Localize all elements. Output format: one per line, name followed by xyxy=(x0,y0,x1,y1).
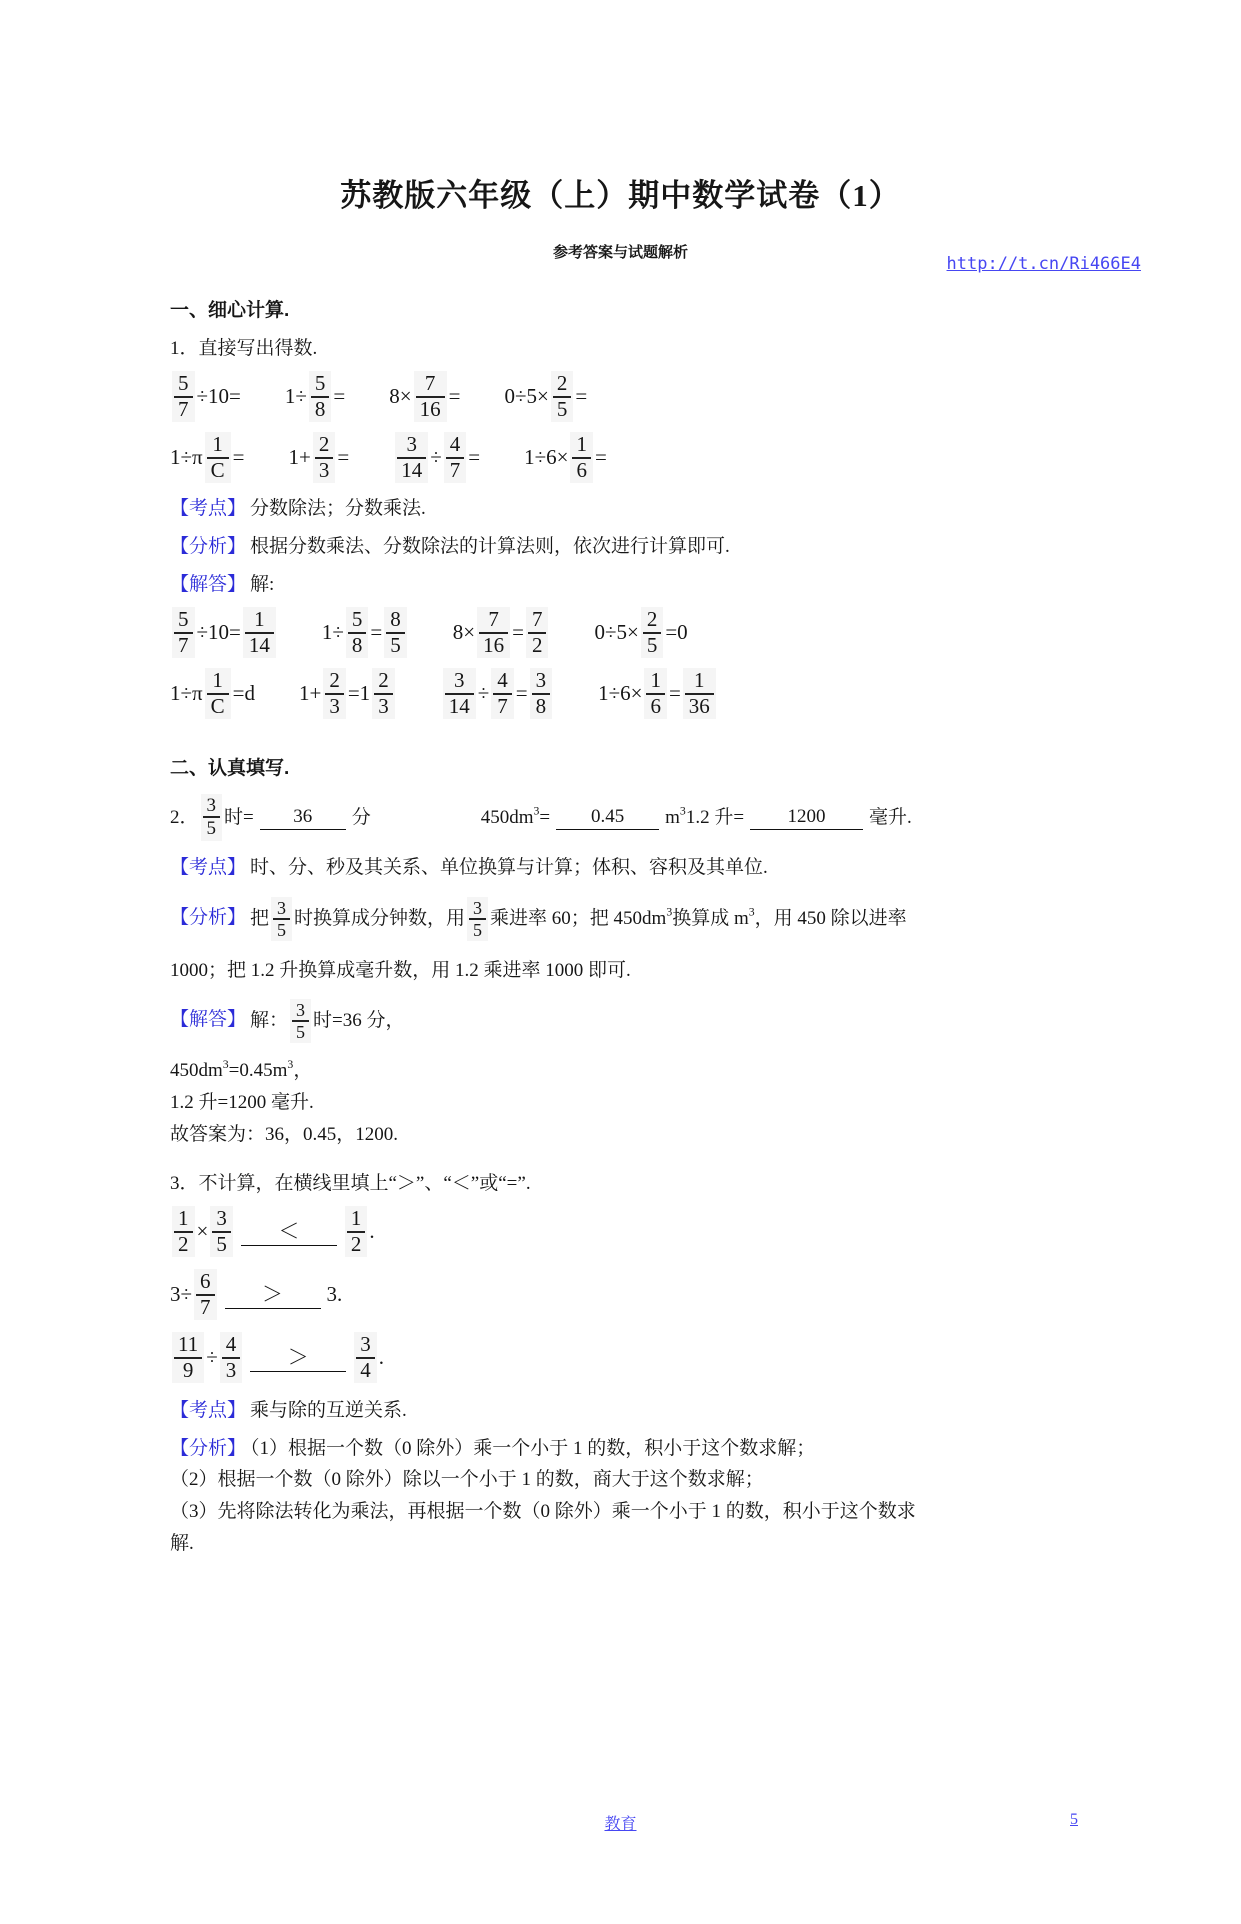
fenxi-tag: 【分析】 xyxy=(170,536,247,558)
fraction: $\frac{5}{7}$ xyxy=(172,607,195,658)
fraction: $\frac{1}{2}$ xyxy=(172,1206,195,1257)
expression-group xyxy=(170,665,255,722)
math-text: 1+ xyxy=(299,681,322,706)
math-text: 解： xyxy=(250,1010,289,1032)
expression-group xyxy=(393,429,480,486)
math-text: = xyxy=(594,445,607,470)
answer-blank: ＜ xyxy=(241,1218,337,1246)
math-text: 1.2 升= xyxy=(685,806,745,828)
q3-fenxi-line-2: （2）根据一个数（0 除外）除以一个小于 1 的数，商大于这个数求解； xyxy=(170,1469,764,1491)
fraction: $\frac{2}{3}$ xyxy=(313,432,336,483)
document-page xyxy=(0,170,1241,1833)
math-text: 分 xyxy=(351,806,371,828)
page-title: 苏教版六年级（上）期中数学试卷（1） xyxy=(340,178,901,213)
math-text: = xyxy=(333,384,346,409)
q1-expressions-row-2 xyxy=(170,429,1110,486)
q3-fenxi-line-3: （3）先将除法转化为乘法，再根据一个数（0 除外）乘一个小于 1 的数，积小于这个数求 xyxy=(170,1501,916,1523)
q2-fenxi-line-2: 1000；把 1.2 升换算成毫升数，用 1.2 乘进率 1000 即可. xyxy=(170,959,631,981)
fraction: $\frac{7}{16}$ xyxy=(414,371,447,422)
q3-kaodian-text: 乘与除的互逆关系. xyxy=(250,1400,407,1422)
fraction: $\frac{5}{8}$ xyxy=(346,607,369,658)
expression-group xyxy=(170,604,278,661)
q1-jieda-line xyxy=(170,570,1110,600)
footer-page-number[interactable]: 5 xyxy=(1070,1811,1078,1828)
math-text: 换算成 m xyxy=(672,908,749,930)
fraction: $\frac{7}{16}$ xyxy=(477,607,510,658)
page-subtitle: 参考答案与试题解析 xyxy=(552,244,688,261)
math-text: 450dm xyxy=(480,806,534,828)
fraction: $\frac{3}{5}$ xyxy=(290,999,311,1043)
math-text: m xyxy=(665,806,680,828)
expression-group xyxy=(598,665,718,722)
math-text: = xyxy=(539,806,551,828)
fraction: $\frac{3}{14}$ xyxy=(443,668,476,719)
math-text: . xyxy=(378,1345,385,1370)
fraction: $\frac{4}{7}$ xyxy=(444,432,467,483)
footer-education-link[interactable]: 教育 xyxy=(604,1816,637,1833)
jieda-tag: 【解答】 xyxy=(170,1009,247,1031)
math-text: ，用 450 除以进率 xyxy=(754,908,907,930)
math-text: 把 xyxy=(250,908,270,930)
math-text: . xyxy=(369,1219,375,1244)
fraction: $\frac{11}{9}$ xyxy=(172,1332,204,1383)
fraction: $\frac{1}{6}$ xyxy=(570,432,593,483)
q1-kaodian-line xyxy=(170,494,1110,524)
superscript: 3 xyxy=(533,804,540,818)
math-text: ÷10= xyxy=(196,384,241,409)
q2-kaodian-line xyxy=(170,853,1110,883)
math-text: = xyxy=(515,681,528,706)
answer-blank: 1200 xyxy=(750,805,863,831)
q2-line-450dm3 xyxy=(170,1049,1110,1087)
expression-group xyxy=(170,429,245,486)
kaodian-tag: 【考点】 xyxy=(170,1400,247,1422)
fraction: $\frac{2}{3}$ xyxy=(372,668,395,719)
math-text: = xyxy=(468,445,481,470)
q1-answers-row-1 xyxy=(170,604,1110,661)
expression-group xyxy=(322,604,409,661)
fraction: $\frac{3}{5}$ xyxy=(210,1206,233,1257)
expression-group xyxy=(504,368,587,425)
section-1-heading: 一、细心计算. xyxy=(170,300,290,321)
expression-group xyxy=(299,665,397,722)
q2-fenxi-line-1 xyxy=(170,891,1110,947)
q1-kaodian-text: 分数除法；分数乘法. xyxy=(250,498,426,520)
document-body xyxy=(170,298,1110,1560)
q2-line-answer: 故答案为：36，0.45，1200. xyxy=(170,1124,399,1146)
math-text: 8× xyxy=(452,620,476,645)
math-text: =0 xyxy=(665,620,688,645)
math-text: 0÷5× xyxy=(504,384,549,409)
math-text: 1÷6× xyxy=(598,681,643,706)
question-2-line xyxy=(170,790,1110,845)
q2-jieda-line xyxy=(170,993,1110,1049)
math-text: 1÷π xyxy=(170,681,203,706)
jieda-tag: 【解答】 xyxy=(170,574,247,596)
q3-kaodian-line xyxy=(170,1396,1110,1426)
q3-expression-1 xyxy=(170,1201,1110,1262)
expression-group xyxy=(170,368,241,425)
math-text: 450dm xyxy=(170,1060,223,1082)
math-text: 1÷π xyxy=(170,445,203,470)
q1-fenxi-text: 根据分数乘法、分数除法的计算法则，依次进行计算即可. xyxy=(250,536,730,558)
short-url-link[interactable]: http://t.cn/Ri466E4 xyxy=(946,254,1141,274)
math-text: = xyxy=(575,384,588,409)
fraction: $\frac{1}{36}$ xyxy=(683,668,716,719)
math-text: =d xyxy=(232,681,255,706)
math-text: 2． xyxy=(170,806,199,828)
q3-expression-3 xyxy=(170,1327,1110,1388)
fraction: $\frac{1}{6}$ xyxy=(644,668,667,719)
fraction: $\frac{1}{C}$ xyxy=(205,432,231,483)
expression-group xyxy=(453,604,551,661)
q1-answers-row-2 xyxy=(170,665,1110,722)
fraction: $\frac{1}{2}$ xyxy=(345,1206,368,1257)
math-text: ÷ xyxy=(206,1345,218,1370)
kaodian-tag: 【考点】 xyxy=(170,498,247,520)
math-text: ÷10= xyxy=(196,620,241,645)
fraction: $\frac{3}{14}$ xyxy=(395,432,428,483)
math-text: 0÷5× xyxy=(594,620,639,645)
math-text: 3. xyxy=(326,1282,343,1307)
math-text: = xyxy=(668,681,681,706)
answer-blank: ＞ xyxy=(225,1281,321,1309)
math-text: =1 xyxy=(347,681,371,706)
answer-blank: 36 xyxy=(260,805,346,831)
answer-blank: 0.45 xyxy=(556,805,659,831)
q2-fenxi-math xyxy=(250,897,907,940)
question-1-label: 1．直接写出得数. xyxy=(170,338,318,359)
fraction: $\frac{7}{2}$ xyxy=(526,607,549,658)
q1-fenxi-line xyxy=(170,532,1110,562)
expression-group xyxy=(389,368,460,425)
fenxi-tag: 【分析】 xyxy=(170,1438,247,1460)
fraction: $\frac{6}{7}$ xyxy=(194,1269,217,1320)
q3-fenxi-line-4: 解. xyxy=(170,1533,194,1555)
fraction: $\frac{2}{5}$ xyxy=(551,371,574,422)
math-text: × xyxy=(196,1219,209,1244)
fenxi-tag: 【分析】 xyxy=(170,907,247,929)
question-3-label: 3．不计算，在横线里填上“＞”、“＜”或“=”. xyxy=(170,1173,531,1195)
superscript: 3 xyxy=(222,1058,229,1072)
fraction: $\frac{1}{C}$ xyxy=(205,668,231,719)
fraction: $\frac{2}{3}$ xyxy=(323,668,346,719)
expression-group xyxy=(289,429,350,486)
math-text: = xyxy=(512,620,524,645)
math-text: 1÷ xyxy=(284,384,307,409)
expression-group xyxy=(524,429,607,486)
q3-expression-2 xyxy=(170,1264,1110,1325)
q3-fenxi-text-1: （1）根据一个数（0 除外）乘一个小于 1 的数，积小于这个数求解； xyxy=(250,1438,816,1460)
fraction: $\frac{3}{4}$ xyxy=(354,1332,377,1383)
q2-jieda-math xyxy=(250,999,405,1043)
math-text: 1÷ xyxy=(321,620,344,645)
q3-fenxi-line-1 xyxy=(170,1434,1110,1464)
header xyxy=(947,254,1141,274)
fraction: $\frac{5}{7}$ xyxy=(172,371,195,422)
math-text: 毫升. xyxy=(869,806,912,828)
kaodian-tag: 【考点】 xyxy=(170,856,247,878)
math-text: 8× xyxy=(389,384,412,409)
page-footer xyxy=(0,1811,1241,1834)
fraction: $\frac{4}{7}$ xyxy=(491,668,514,719)
q2-kaodian-text: 时、分、秒及其关系、单位换算与计算；体积、容积及其单位. xyxy=(250,856,768,878)
answer-blank: ＞ xyxy=(250,1344,346,1372)
math-text: = xyxy=(448,384,461,409)
section-2-heading: 二、认真填写. xyxy=(170,758,290,780)
math-text: 时换算成分钟数，用 xyxy=(294,908,466,930)
math-text: 时=36 分， xyxy=(313,1010,405,1032)
fraction: $\frac{5}{8}$ xyxy=(309,371,332,422)
fraction: $\frac{3}{5}$ xyxy=(467,897,488,941)
math-text: 乘进率 60；把 450dm xyxy=(490,908,667,930)
q2-line-liter: 1.2 升=1200 毫升. xyxy=(170,1092,314,1114)
math-text: ÷ xyxy=(430,445,442,470)
math-text: 3÷ xyxy=(170,1282,193,1307)
math-text: =0.45m xyxy=(228,1060,288,1082)
fraction: $\frac{8}{5}$ xyxy=(384,607,407,658)
math-text: ÷ xyxy=(477,681,490,706)
math-text: 1÷6× xyxy=(524,445,569,470)
superscript: 3 xyxy=(679,804,686,818)
math-text: = xyxy=(370,620,383,645)
q1-expressions-row-1 xyxy=(170,368,1110,425)
fraction: $\frac{1}{14}$ xyxy=(243,607,276,658)
fraction: $\frac{3}{8}$ xyxy=(530,668,553,719)
fraction: $\frac{2}{5}$ xyxy=(641,607,664,658)
superscript: 3 xyxy=(666,905,673,919)
math-text: 1+ xyxy=(288,445,311,470)
q1-jieda-text: 解: xyxy=(250,574,275,596)
superscript: 3 xyxy=(287,1058,294,1072)
expression-group xyxy=(594,604,687,661)
fraction: $\frac{4}{3}$ xyxy=(220,1332,243,1383)
expression-group xyxy=(285,368,345,425)
math-text: 时= xyxy=(224,806,254,828)
math-text: ， xyxy=(293,1060,313,1082)
expression-group xyxy=(441,665,554,722)
math-text: = xyxy=(232,445,245,470)
fraction: $\frac{3}{5}$ xyxy=(201,794,223,841)
superscript: 3 xyxy=(748,905,755,919)
fraction: $\frac{3}{5}$ xyxy=(271,897,292,941)
math-text: = xyxy=(337,445,350,470)
